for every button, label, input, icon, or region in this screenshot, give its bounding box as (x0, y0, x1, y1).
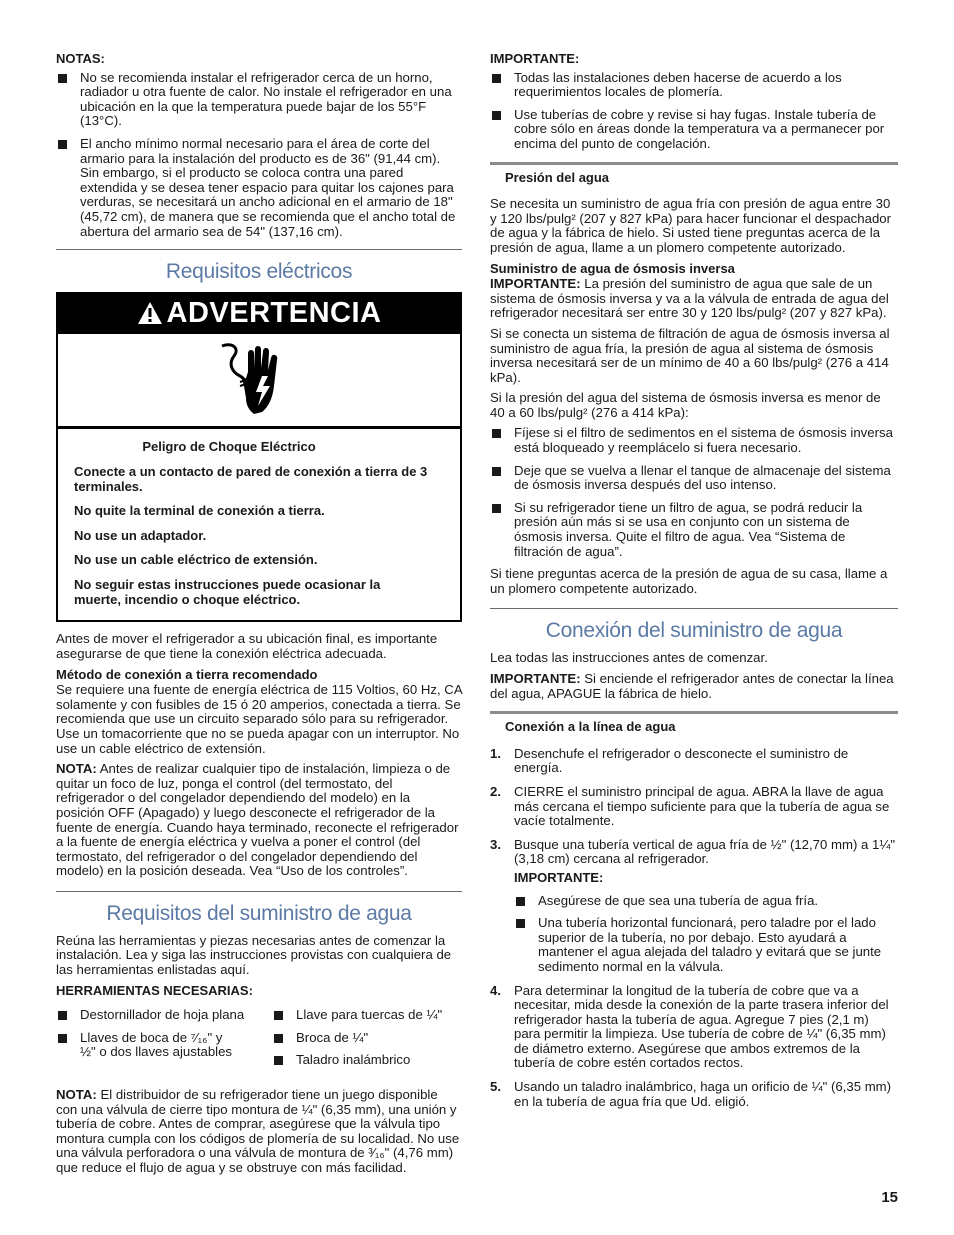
list-item: Destornillador de hoja plana (56, 1008, 272, 1023)
right-column (490, 52, 898, 1118)
step3-important-label: IMPORTANTE: (514, 869, 604, 885)
list-item: Deje que se vuelva a llenar el tanque de almacenaje del sistema de ósmosis inversa después del uso intenso. (490, 464, 898, 493)
conn-important-label: IMPORTANTE: (490, 671, 581, 686)
warning-title: ADVERTENCIA (166, 297, 382, 330)
warning-line: No use un cable eléctrico de extensión. (74, 552, 318, 568)
ground-text: Se requiere una fuente de energía eléctrica de 115 Voltios, 60 Hz, CA solamente y con fusibles de 15 ó 20 amperios, conectada a tierra. Se recomienda que use un circuito separado sólo para su refrigerador. Use un tomacorriente que no se pueda apagar con un interruptor. No use un cable eléctrico de extensión. (56, 682, 462, 756)
ro-important-label: IMPORTANTE: (490, 276, 581, 292)
ro-paragraph-4: Si tiene preguntas acerca de la presión de agua de su casa, llame a un plomero competente autorizado. (490, 566, 888, 596)
nota2-text: El distribuidor de su refrigerador tiene un juego disponible con una válvula de cierre tipo montura de ¼" (6,35 mm), una unión y tubería de cobre. Antes de comprar, asegúrese que la válvula tipo montura cumpla con los códigos de plomería de su localidad. No use una válvula perforadora o una válvula de montura de ³⁄₁₆" (4,76 mm) que reduce el flujo de agua y se obstruye con más facilidad. (56, 1087, 460, 1175)
warning-line: No quite la terminal de conexión a tierra. (74, 503, 325, 519)
ro-important-text: La presión del suministro de agua que sale de un sistema de ósmosis inversa y va a la válvula de entrada de agua del refrigerador necesitará ser entre 30 y 120 lbs/pulg² (207 y 827 kPa). (490, 276, 889, 321)
step-item (490, 838, 898, 975)
step-number: 2. (490, 783, 501, 799)
important-list (490, 71, 898, 152)
step-text: CIERRE el suministro principal de agua. ABRA la llave de agua más cercana el tiempo suficiente para que la tubería de agua se vacíe totalmente. (514, 783, 890, 829)
important-label: IMPORTANTE: (490, 51, 580, 66)
steps-list (490, 747, 898, 1109)
ro-label: Suministro de agua de ósmosis inversa (490, 260, 735, 276)
left-column (56, 52, 462, 1182)
notes-list (56, 71, 462, 240)
ro-paragraph-3: Si la presión del agua del sistema de ósmosis inversa es menor de 40 a 60 lbs/pulg² (276 a 414 kPa): (490, 390, 881, 420)
ro-important-paragraph (490, 277, 898, 321)
step-number: 5. (490, 1079, 501, 1095)
step-text: Desenchufe el refrigerador o desconecte el suministro de energía. (514, 745, 849, 776)
step3-list (514, 894, 898, 975)
warning-icon-area (58, 334, 460, 429)
hazard-title: Peligro de Choque Eléctrico (142, 439, 316, 455)
water-intro: Reúna las herramientas y piezas necesarias antes de comenzar la instalación. Lea y siga las instrucciones provistas con cualquiera de las herramientas enlistadas aquí. (56, 932, 452, 978)
list-item: Una tubería horizontal funcionará, pero taladre por el lado superior de la tubería, no por debajo. Esto ayudará a mantener el agua alejada del taladro y evitará que se junte sedimento normal en la válvula. (514, 916, 898, 974)
step-item (490, 984, 898, 1072)
warning-box (56, 292, 462, 622)
step-item (490, 1080, 898, 1109)
connection-heading: Conexión del suministro de agua (545, 619, 843, 643)
nota-label: NOTA: (56, 761, 97, 777)
tools-column-1 (56, 1008, 272, 1076)
step-number: 3. (490, 836, 501, 852)
nota-text: Antes de realizar cualquier tipo de instalación, limpieza o de quitar un foco de luz, ponga el control (del termostato, del refrigerador o del congelador dependiendo del modelo) en la posición OFF (Apagado) y luego desconecte el refrigerador de la fuente de energía. Cuando haya terminado, reconecte el refrigerador a la fuente de energía eléctrica y vuelva a poner el control (del termostato, del refrigerador o del congelador dependiendo del modelo) en la posición deseada. Vea “Uso de los controles”. (56, 761, 459, 879)
tools-label: HERRAMIENTAS NECESARIAS: (56, 982, 253, 998)
divider (56, 249, 462, 250)
read-all-text: Lea todas las instrucciones antes de comenzar. (490, 650, 768, 666)
line-heading: Conexión a la línea de agua (490, 711, 898, 735)
warning-text (58, 429, 460, 620)
page-number: 15 (881, 1189, 898, 1206)
conn-important-paragraph (490, 672, 898, 701)
ro-paragraph-2: Si se conecta un sistema de filtración de agua de ósmosis inversa al suministro de agua fría, la presión de agua al sistema de ósmosis inversa necesitará ser de un mínimo de 40 a 60 lbs/pulg² (276 a 414 kPa). (490, 325, 890, 385)
divider (490, 608, 898, 609)
list-item: El ancho mínimo normal necesario para el área de corte del armario para la instalación del producto es de 36" (91,44 cm). Sin embargo, si el producto se coloca contra una pared extendida y se desea tener espacio para quitar los cajones para verduras, se necesitará un ancho adicional en el armario de 18" (45,72 cm), de manera que se recomienda que el ancho total de abertura del armario sea de 54" (137,16 cm). (56, 137, 462, 239)
electrical-heading: Requisitos eléctricos (165, 260, 353, 284)
step-text: Para determinar la longitud de la tubería de cobre que va a necesitar, mida desde la conexión de la parte trasera inferior del refrigerador hasta la tubería de agua. Agregue 7 pies (2,1 m) para permitir la limpieza. Use tubería de cobre de ¼" (6,35 mm) de diámetro externo. Asegúrese que ambos extremos de la tubería de cobre estén cortados rectos. (514, 982, 889, 1071)
list-item: Si su refrigerador tiene un filtro de agua, se podrá reducir la presión aún más si se usa en conjunto con un sistema de ósmosis inversa. Quite el filtro de agua. Vea “Sistema de filtración de agua”. (490, 501, 898, 559)
water-heading: Requisitos del suministro de agua (106, 901, 412, 925)
list-item: Fíjese si el filtro de sedimentos en el sistema de ósmosis inversa está bloqueado y reemplácelo si fuera necesario. (490, 426, 898, 455)
step-number: 1. (490, 745, 501, 761)
tools-list (56, 1008, 462, 1082)
step-item (490, 785, 898, 829)
step-text: Usando un taladro inalámbrico, haga un orificio de ¼" (6,35 mm) en la tubería de agua fría que Ud. eligió. (514, 1079, 892, 1109)
list-item: Broca de ¼" (272, 1031, 462, 1046)
list-item: Todas las instalaciones deben hacerse de acuerdo a los requerimientos locales de plomería. (490, 71, 898, 100)
pressure-text: Se necesita un suministro de agua fría con presión de agua entre 30 y 120 lbs/pulg² (207 y 827 kPa) para hacer funcionar el despachador de agua y la fábrica de hielo. Si usted tiene preguntas acerca de la presión de agua, llame a un plomero competente autorizado. (490, 196, 892, 255)
step-text: Busque una tubería vertical de agua fría de ½" (12,70 mm) a 1¼" (3,18 cm) cercana al refrigerador. (514, 836, 896, 867)
before-move-text: Antes de mover el refrigerador a su ubicación final, es importante asegurarse de que tiene la conexión eléctrica adecuada. (56, 631, 438, 661)
step-number: 4. (490, 982, 501, 998)
step-item (490, 747, 898, 776)
list-item: No se recomienda instalar el refrigerador cerca de un horno, radiador u otra fuente de calor. No instale el refrigerador en una ubicación en la que la temperatura puede bajar de los 55°F (13°C). (56, 71, 462, 129)
nota-paragraph (56, 762, 462, 879)
warning-line: No seguir estas instrucciones puede ocasionar la muerte, incendio o choque eléctrico. (74, 576, 381, 607)
list-item: Taladro inalámbrico (272, 1053, 462, 1068)
ro-list (490, 426, 898, 559)
list-item: Llaves de boca de ⁷⁄₁₆" y ½" o dos llaves ajustables (56, 1031, 240, 1060)
divider (56, 891, 462, 892)
notes-label: NOTAS: (56, 51, 105, 66)
warning-triangle-icon (137, 301, 163, 325)
warning-header (58, 294, 460, 334)
warning-line: No use un adaptador. (74, 527, 207, 543)
tools-column-2 (272, 1008, 462, 1076)
conn-important-text: Si enciende el refrigerador antes de conectar la línea del agua, APAGUE la fábrica de hielo. (490, 671, 894, 701)
nota2-paragraph (56, 1088, 462, 1176)
electric-shock-hand-icon (218, 342, 288, 418)
nota2-label: NOTA: (56, 1087, 97, 1103)
warning-line: Conecte a un contacto de pared de conexión a tierra de 3 terminales. (74, 463, 428, 494)
list-item: Asegúrese de que sea una tubería de agua fría. (514, 894, 898, 909)
list-item: Llave para tuercas de ¼" (272, 1008, 462, 1023)
list-item: Use tuberías de cobre y revise si hay fugas. Instale tubería de cobre sólo en áreas donde la temperatura va a permanecer por encima del punto de congelación. (490, 108, 898, 152)
pressure-heading: Presión del agua (490, 162, 898, 186)
ground-label: Método de conexión a tierra recomendado (56, 666, 318, 682)
